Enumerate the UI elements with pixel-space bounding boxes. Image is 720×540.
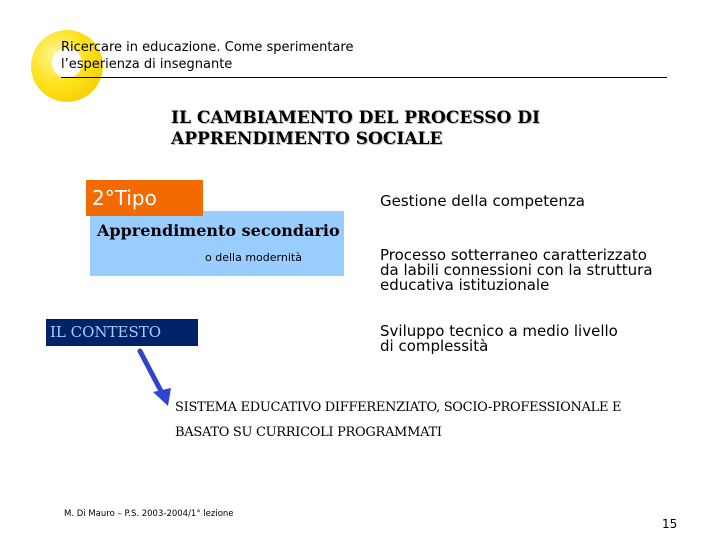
slide-title-line-1: IL CAMBIAMENTO DEL PROCESSO DI <box>171 108 540 128</box>
underground-process-line-1: Processo sotterraneo caratterizzato <box>380 246 647 264</box>
footer-credit: M. Di Mauro – P.S. 2003-2004/1° lezione <box>64 509 234 519</box>
secondary-learning-title: Apprendimento secondario <box>97 221 340 240</box>
header-title <box>61 39 353 73</box>
header-line-1: Ricercare in educazione. Come sperimentare <box>61 40 354 55</box>
page-number: 15 <box>662 517 678 531</box>
secondary-learning-subtitle: o della modernità <box>205 251 302 264</box>
underground-process-line-2: da labili connessioni con la struttura <box>380 261 653 279</box>
education-system-line-1: SISTEMA EDUCATIVO DIFFERENZIATO, SOCIO-PROFESSIONALE E <box>175 400 622 415</box>
slide-title <box>171 108 540 150</box>
tipo-label-box <box>86 180 203 216</box>
technical-development-line-2: di complessità <box>380 337 489 355</box>
arrow-down-right-icon <box>137 348 177 410</box>
context-label-box <box>46 319 198 346</box>
competence-management-text: Gestione della competenza <box>380 192 585 210</box>
header-line-2: l’esperienza di insegnante <box>61 57 233 72</box>
underground-process-line-3: educativa istituzionale <box>380 276 550 294</box>
underground-process-text <box>380 248 653 293</box>
education-system-text <box>175 395 621 445</box>
education-system-line-2: BASATO SU CURRICOLI PROGRAMMATI <box>175 425 442 440</box>
context-label: IL CONTESTO <box>50 323 162 341</box>
slide-title-line-2: APPRENDIMENTO SOCIALE <box>171 129 443 149</box>
header-divider <box>61 77 667 78</box>
technical-development-text <box>380 324 618 354</box>
technical-development-line-1: Sviluppo tecnico a medio livello <box>380 322 618 340</box>
tipo-label: 2°Tipo <box>92 186 157 210</box>
